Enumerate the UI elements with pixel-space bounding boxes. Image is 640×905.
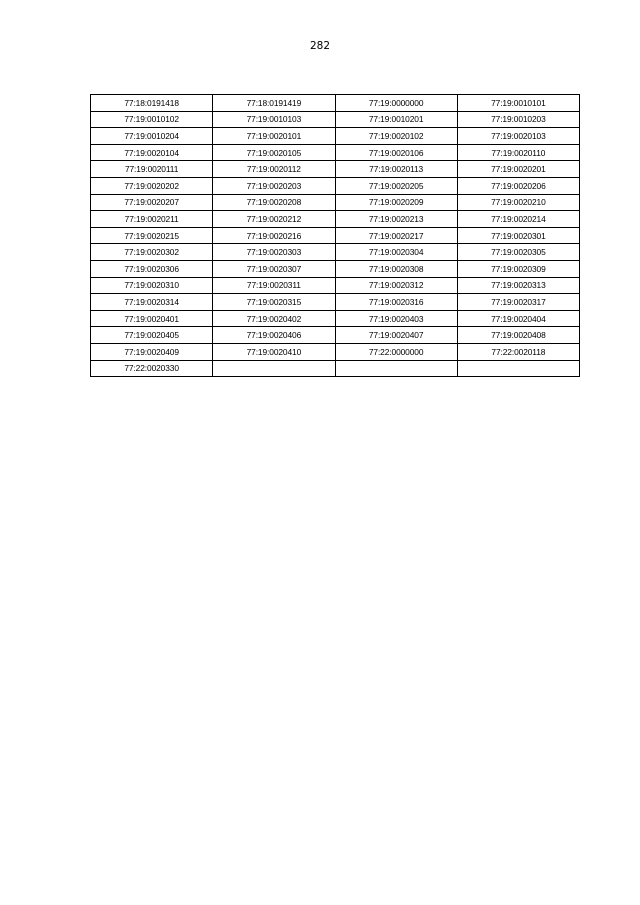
table-row	[91, 227, 580, 244]
table-cell: 77:19:0020312	[335, 277, 457, 294]
table-cell: 77:22:0000000	[335, 343, 457, 360]
table-cell: 77:19:0020210	[457, 194, 579, 211]
table-cell: 77:19:0020304	[335, 244, 457, 261]
table-row	[91, 194, 580, 211]
table-cell: 77:19:0020404	[457, 310, 579, 327]
table-row	[91, 144, 580, 161]
table-cell: 77:19:0020213	[335, 211, 457, 228]
table-row	[91, 260, 580, 277]
table-cell: 77:19:0020216	[213, 227, 335, 244]
table-cell: 77:19:0020209	[335, 194, 457, 211]
table-row	[91, 294, 580, 311]
table-cell: 77:19:0020217	[335, 227, 457, 244]
table-cell: 77:19:0010103	[213, 111, 335, 128]
table-cell: 77:19:0020306	[91, 260, 213, 277]
table-cell: 77:19:0020205	[335, 177, 457, 194]
table-cell: 77:22:0020118	[457, 343, 579, 360]
table-cell: 77:18:0191419	[213, 95, 335, 112]
table-cell: 77:19:0020407	[335, 327, 457, 344]
table-cell: 77:19:0020112	[213, 161, 335, 178]
table-cell: 77:19:0020314	[91, 294, 213, 311]
table-row	[91, 211, 580, 228]
table-cell: 77:19:0020307	[213, 260, 335, 277]
table-row	[91, 177, 580, 194]
table-row	[91, 244, 580, 261]
table-cell: 77:19:0010204	[91, 128, 213, 145]
table-cell: 77:19:0020402	[213, 310, 335, 327]
table-row	[91, 360, 580, 377]
cadastral-codes-table	[90, 94, 580, 377]
table-cell: 77:19:0020101	[213, 128, 335, 145]
table-cell: 77:19:0020207	[91, 194, 213, 211]
table-cell: 77:19:0020106	[335, 144, 457, 161]
table-cell: 77:19:0020206	[457, 177, 579, 194]
table-cell: 77:19:0020315	[213, 294, 335, 311]
table-cell: 77:19:0020406	[213, 327, 335, 344]
table-cell: 77:19:0020316	[335, 294, 457, 311]
table-cell: 77:19:0020105	[213, 144, 335, 161]
table-cell: 77:19:0020103	[457, 128, 579, 145]
table-cell: 77:19:0020405	[91, 327, 213, 344]
table-cell: 77:19:0020113	[335, 161, 457, 178]
table-cell: 77:18:0191418	[91, 95, 213, 112]
table-cell: 77:19:0020203	[213, 177, 335, 194]
table-cell: 77:19:0020212	[213, 211, 335, 228]
table-row	[91, 327, 580, 344]
table-body	[91, 95, 580, 377]
table-cell: 77:19:0020302	[91, 244, 213, 261]
table-row	[91, 343, 580, 360]
table-cell: 77:22:0020330	[91, 360, 213, 377]
table-cell: 77:19:0020311	[213, 277, 335, 294]
table-cell: 77:19:0020305	[457, 244, 579, 261]
table-cell: 77:19:0020104	[91, 144, 213, 161]
table-cell: 77:19:0010203	[457, 111, 579, 128]
table-cell: 77:19:0020310	[91, 277, 213, 294]
table-row	[91, 128, 580, 145]
table-cell: 77:19:0020211	[91, 211, 213, 228]
table-cell: 77:19:0010102	[91, 111, 213, 128]
table-cell: 77:19:0020409	[91, 343, 213, 360]
table-cell: 77:19:0020111	[91, 161, 213, 178]
table-cell: 77:19:0020202	[91, 177, 213, 194]
table-row	[91, 161, 580, 178]
table-cell: 77:19:0010101	[457, 95, 579, 112]
page-number: 282	[309, 40, 331, 52]
table-cell: 77:19:0010201	[335, 111, 457, 128]
table-cell: 77:19:0020214	[457, 211, 579, 228]
table-cell: 77:19:0020201	[457, 161, 579, 178]
table-cell: 77:19:0020309	[457, 260, 579, 277]
table-row	[91, 111, 580, 128]
table-cell: 77:19:0020208	[213, 194, 335, 211]
table-row	[91, 95, 580, 112]
table-cell: 77:19:0020301	[457, 227, 579, 244]
table-cell	[457, 360, 579, 377]
table-cell	[213, 360, 335, 377]
table-cell	[335, 360, 457, 377]
table-cell: 77:19:0020313	[457, 277, 579, 294]
table-cell: 77:19:0020317	[457, 294, 579, 311]
table-cell: 77:19:0020303	[213, 244, 335, 261]
table-cell: 77:19:0000000	[335, 95, 457, 112]
table-cell: 77:19:0020408	[457, 327, 579, 344]
table-cell: 77:19:0020410	[213, 343, 335, 360]
table-cell: 77:19:0020102	[335, 128, 457, 145]
table-row	[91, 310, 580, 327]
table-cell: 77:19:0020308	[335, 260, 457, 277]
table-row	[91, 277, 580, 294]
table-cell: 77:19:0020401	[91, 310, 213, 327]
table-cell: 77:19:0020215	[91, 227, 213, 244]
table-cell: 77:19:0020403	[335, 310, 457, 327]
table-cell: 77:19:0020110	[457, 144, 579, 161]
